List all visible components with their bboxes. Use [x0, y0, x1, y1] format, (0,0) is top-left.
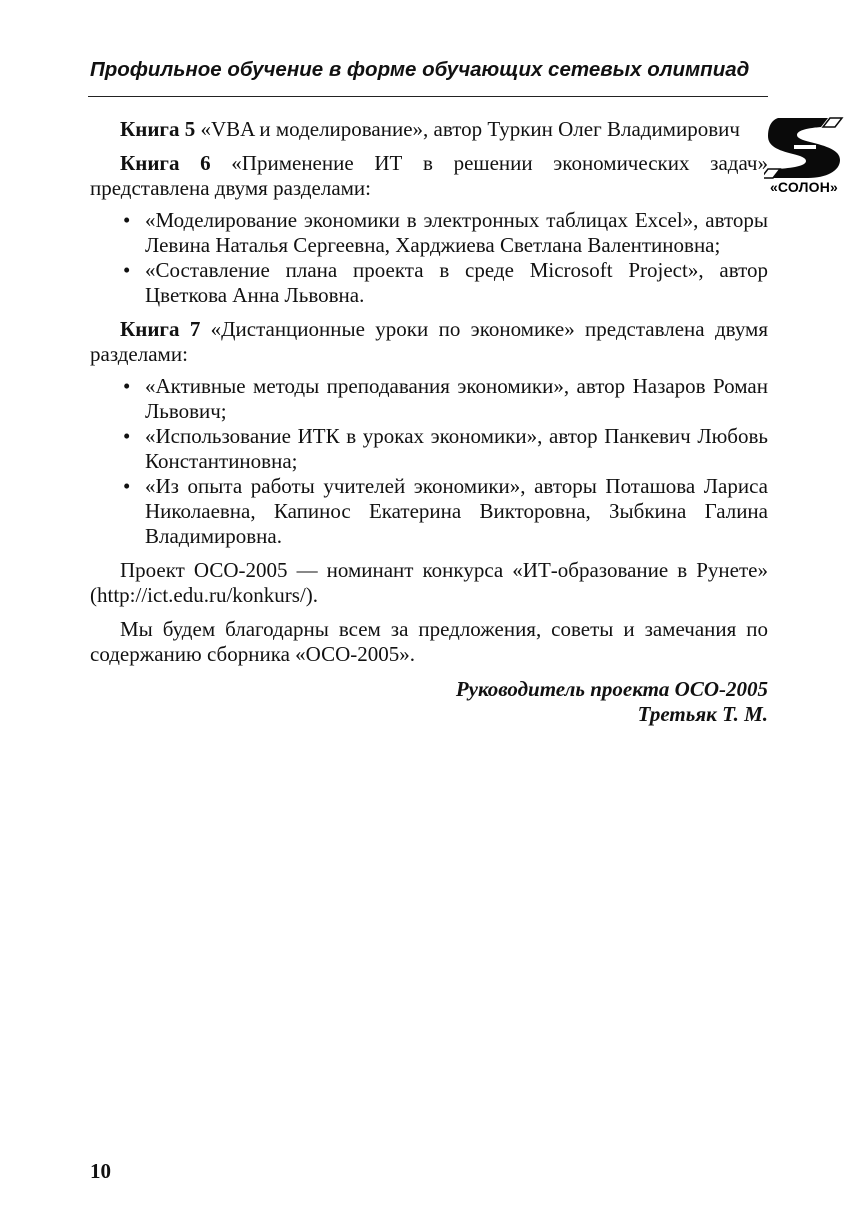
book7-text: «Дистанционные уроки по экономике» представлена двумя разделами:	[90, 317, 768, 366]
header-divider	[88, 96, 768, 97]
list-item: • «Активные методы преподавания экономики», автор Назаров Роман Львович;	[123, 374, 768, 423]
bullet: •	[123, 374, 131, 398]
signature-name: Третьяк Т. М.	[637, 702, 768, 726]
solon-s-logo-icon	[764, 116, 844, 180]
book6-label: Книга 6	[120, 151, 211, 175]
publisher-logo	[764, 116, 844, 196]
project-paragraph: Проект ОСО-2005 — номинант конкурса «ИТ-образование в Рунете» (http://ict.edu.ru/konkurs/).	[90, 558, 768, 607]
page-body	[90, 117, 768, 727]
book5-paragraph	[90, 117, 768, 142]
bullet: •	[123, 258, 131, 282]
book6-paragraph	[90, 151, 768, 201]
book7-paragraph	[90, 317, 768, 367]
thanks-paragraph: Мы будем благодарны всем за предложения, советы и замечания по содержанию сборника «ОСО-2005».	[90, 617, 768, 666]
list-item: • «Моделирование экономики в электронных таблицах Excel», авторы Левина Наталья Сергеевна, Харджиева Светлана Валентиновна;	[123, 208, 768, 257]
book5-text: «VBA и моделирование», автор Туркин Олег Владимирович	[195, 117, 740, 141]
page-number: 10	[90, 1159, 111, 1183]
list-item: • «Составление плана проекта в среде Microsoft Project», автор Цветкова Анна Львовна.	[123, 258, 768, 307]
book7-list	[90, 374, 768, 549]
book7-label: Книга 7	[120, 317, 201, 341]
signature-role: Руководитель проекта ОСО-2005	[455, 677, 768, 701]
list-item: • «Из опыта работы учителей экономики», авторы Поташова Лариса Николаевна, Капинос Екатерина Викторовна, Зыбкина Галина Владимировна.	[123, 474, 768, 548]
book6-list	[90, 208, 768, 308]
running-header: Профильное обучение в форме обучающих сетевых олимпиад	[90, 58, 750, 81]
list-item: • «Использование ИТК в уроках экономики», автор Панкевич Любовь Константиновна;	[123, 424, 768, 473]
book6-text: «Применение ИТ в решении экономических задач» представлена двумя разделами:	[90, 151, 768, 200]
bullet: •	[123, 208, 131, 232]
logo-text: «СОЛОН»	[769, 179, 839, 195]
book5-label: Книга 5	[120, 117, 196, 141]
bullet: •	[123, 474, 131, 498]
bullet: •	[123, 424, 131, 448]
signature	[90, 677, 768, 727]
